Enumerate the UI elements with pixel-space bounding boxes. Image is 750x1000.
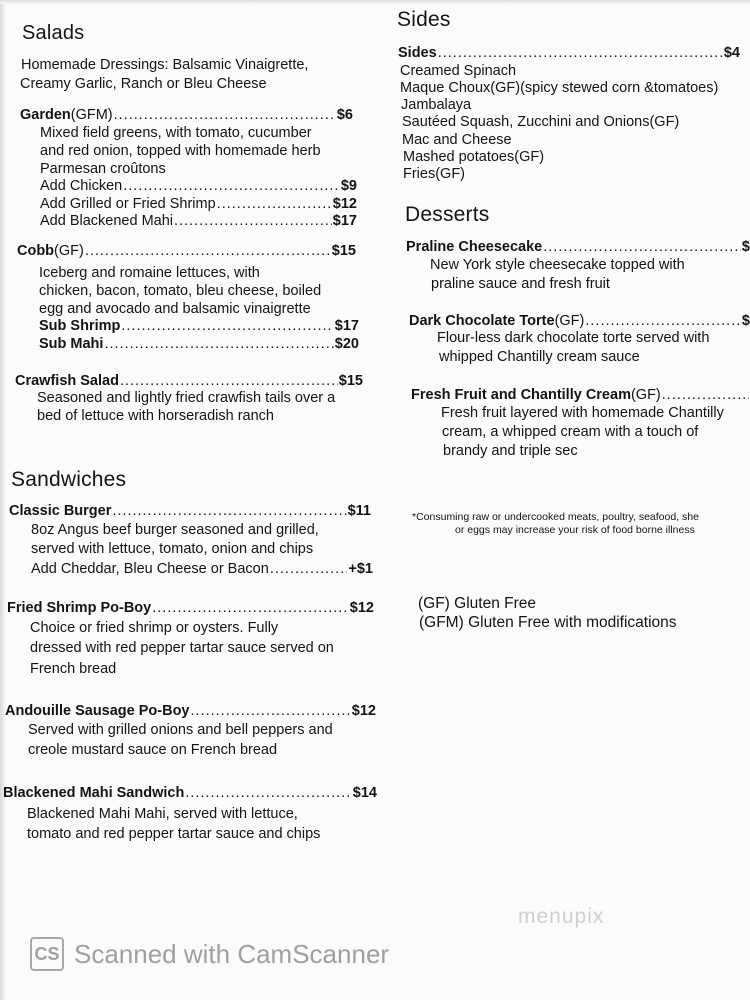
item-desc: French bread [30,661,117,677]
addon-price: $17 [332,213,357,229]
item-desc: Iceberg and romaine lettuces, with [39,265,260,281]
side-item: Mac and Cheese [402,132,512,148]
item-desc: served with lettuce, tomato, onion and chips [31,541,314,557]
item-desc: bed of lettuce with horseradish ranch [37,408,274,424]
dot-leader [112,503,346,520]
menu-item-andouille [5,703,376,720]
salads-title: Salads [22,22,85,44]
menu-item-cobb [17,243,356,260]
addon-row [40,196,357,213]
camscanner-logo-icon: CS [30,937,64,971]
side-item: Mashed potatoes(GF) [403,149,545,165]
dot-leader [662,387,749,404]
item-price: $6 [336,107,353,123]
item-desc: brandy and triple sec [443,443,578,459]
dot-leader [585,313,741,330]
item-price: $ [741,313,750,329]
dot-leader [85,243,331,260]
menu-item-crawfish [15,373,363,390]
item-desc: chicken, bacon, tomato, bleu cheese, boiled [39,283,322,299]
dot-leader [543,239,741,256]
dot-leader [438,45,723,62]
sides-price-row [398,45,740,62]
item-desc: Blackened Mahi Mahi, served with lettuce, [27,806,298,822]
item-name: Garden [20,107,71,123]
page-shadow [0,0,6,1000]
item-desc: Choice or fried shrimp or oysters. Fully [30,620,279,636]
item-name: Praline Cheesecake [406,239,543,255]
item-tag: (GF) [54,243,84,259]
menu-item-praline [406,239,750,256]
addon-row [40,213,357,230]
item-desc: 8oz Angus beef burger seasoned and grilled, [31,522,319,538]
dot-leader [121,318,333,335]
sub-price: $20 [334,336,359,352]
dot-leader [120,373,338,390]
item-price: $12 [351,703,376,719]
addon-label: Add Blackened Mahi [40,213,173,229]
side-item: Fries(GF) [403,166,466,182]
item-price: $12 [349,600,374,616]
item-desc: cream, a whipped cream with a touch of [442,424,699,440]
item-price: $11 [347,503,371,519]
item-name: Fried Shrimp Po-Boy [7,600,152,616]
addon-label: Add Cheddar, Bleu Cheese or Bacon [31,561,269,577]
addon-label: Add Chicken [40,178,123,194]
camscanner-text: Scanned with CamScanner [74,938,390,969]
item-desc: praline sauce and fresh fruit [431,276,610,292]
item-price: $ [741,239,750,255]
menu-item-mahi [3,785,377,802]
item-desc: Mixed field greens, with tomato, cucumber [40,125,312,141]
item-desc: whipped Chantilly cream sauce [439,349,640,365]
item-price: $15 [338,373,363,389]
item-desc: Fresh fruit layered with homemade Chantilly [441,405,724,421]
sub-price: $17 [334,318,359,334]
dot-leader [104,336,333,353]
item-name: Crawfish Salad [15,373,119,389]
item-desc: creole mustard sauce on French bread [28,742,278,758]
food-safety-notice-2: or eggs may increase your risk of food borne illness [455,524,695,536]
sandwiches-title: Sandwiches [11,468,127,491]
item-name: Fresh Fruit and Chantilly Cream [411,387,631,403]
item-desc: New York style cheesecake topped with [430,257,685,273]
legend-gf: (GF) Gluten Free [418,595,536,612]
dot-leader [185,785,351,802]
item-name: Cobb [17,243,55,259]
dot-leader [114,107,336,124]
dressings-line-2: Creamy Garlic, Ranch or Bleu Cheese [20,76,267,92]
dot-leader [123,178,340,195]
desserts-title: Desserts [405,203,490,226]
item-name: Andouille Sausage Po-Boy [5,703,190,719]
item-tag: (GF) [554,313,585,329]
side-item: Maque Choux(GF)(spicy stewed corn &tomatoes) [400,80,719,96]
menu-item-fruit [411,387,750,404]
menu-item-burger [9,503,371,520]
item-desc: dressed with red pepper tartar sauce served on [30,640,334,656]
addon-price: +$1 [348,561,373,577]
item-desc: Parmesan croûtons [40,161,166,177]
food-safety-notice: *Consuming raw or undercooked meats, poultry, seafood, she [412,511,699,523]
legend-gfm: (GFM) Gluten Free with modifications [419,614,677,631]
item-price: $14 [352,785,377,801]
item-desc: and red onion, topped with homemade herb [40,143,321,159]
item-tag: (GF) [630,387,661,403]
sub-row [39,318,359,335]
item-desc: tomato and red pepper tartar sauce and chips [27,826,321,842]
sides-title: Sides [397,8,451,31]
dressings-line-1: Homemade Dressings: Balsamic Vinaigrette, [21,57,309,73]
item-name: Blackened Mahi Sandwich [3,785,185,801]
sides-label: Sides [398,45,437,61]
side-item: Jambalaya [401,97,472,113]
dot-leader [174,213,332,230]
dot-leader [191,703,351,720]
dot-leader [152,600,349,617]
menu-item-shrimp-poboy [7,600,374,617]
item-desc: egg and avocado and balsamic vinaigrette [39,301,311,317]
item-desc: Seasoned and lightly fried crawfish tails over a [37,390,336,406]
side-item: Creamed Spinach [400,63,517,79]
item-desc: Served with grilled onions and bell peppers and [28,722,333,738]
item-desc: Flour-less dark chocolate torte served with [437,330,710,346]
sub-label: Sub Shrimp [39,318,121,334]
addon-label: Add Grilled or Fried Shrimp [40,196,216,212]
item-name: Classic Burger [9,503,112,519]
side-item: Sautéed Squash, Zucchini and Onions(GF) [402,114,680,130]
page-shadow-top [0,0,750,4]
menu-item-torte [409,313,750,330]
camscanner-footer [30,937,389,971]
sides-price: $4 [723,45,740,61]
sub-row [39,336,359,353]
dot-leader [217,196,332,213]
menu-item-garden [20,107,353,124]
addon-price: $9 [340,178,357,194]
item-price: $15 [331,243,356,259]
dot-leader [270,561,348,578]
addon-price: $12 [332,196,357,212]
addon-row [40,178,357,195]
menupix-watermark: menupix [518,905,605,928]
addon-row [31,561,373,578]
item-name: Dark Chocolate Torte [409,313,555,329]
item-tag: (GFM) [70,107,113,123]
sub-label: Sub Mahi [39,336,104,352]
